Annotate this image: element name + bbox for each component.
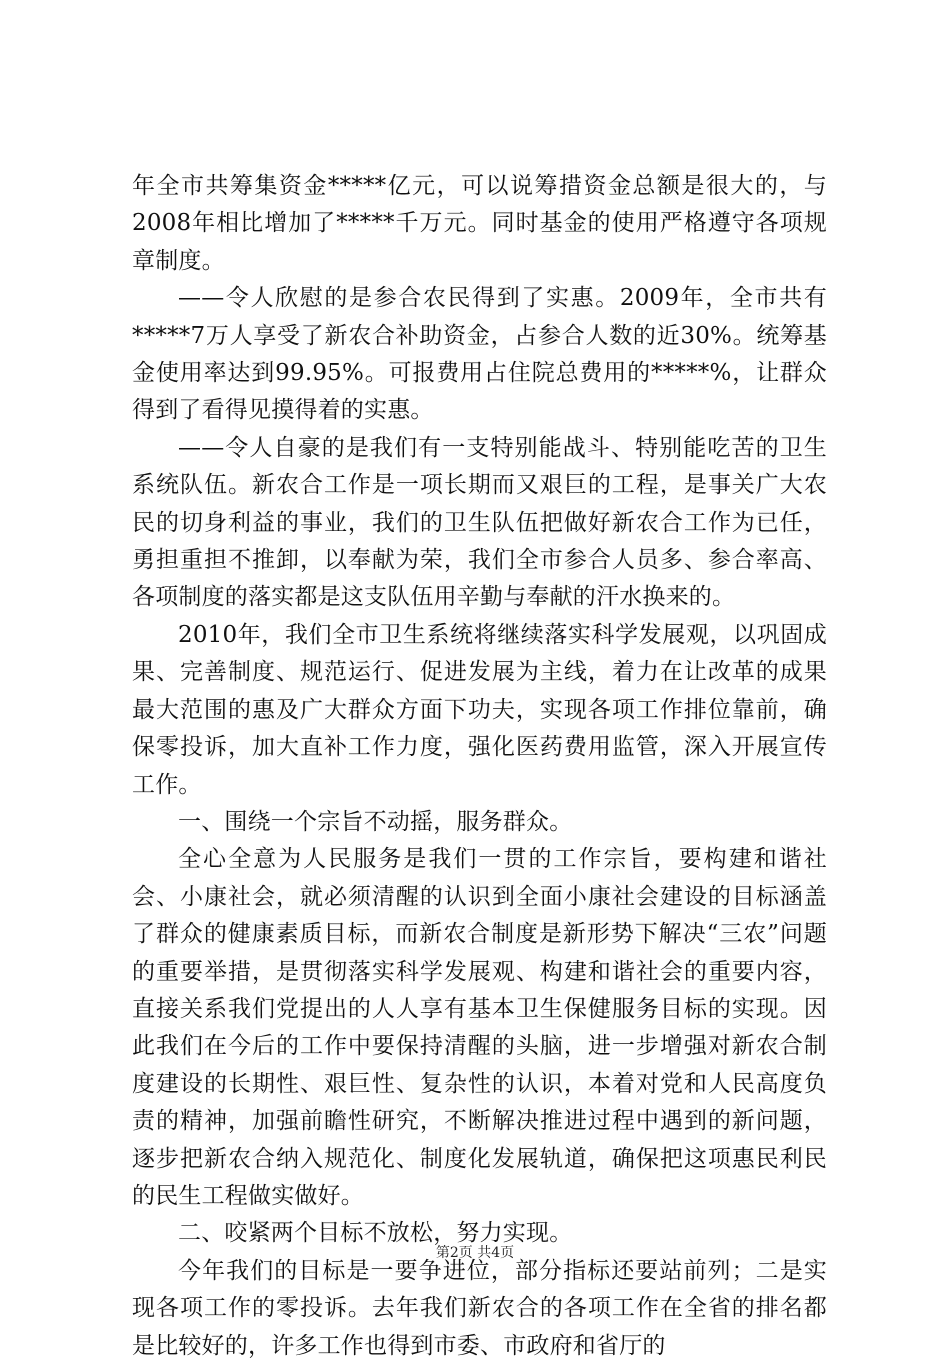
paragraph-1: 年全市共筹集资金*****亿元，可以说筹措资金总额是很大的，与2008年相比增加了*****千万元。同时基金的使用严格遵守各项规章制度。	[132, 173, 827, 274]
paragraph-2: ——令人欣慰的是参合农民得到了实惠。2009年，全市共有*****7万人享受了新农合补助资金，占参合人数的近30%。统筹基金使用率达到99.95%。可报费用占住院总费用的*****%，让群众得到了看得见摸得着的实惠。	[132, 285, 827, 424]
section-heading-1: 一、围绕一个宗旨不动摇，服务群众。	[178, 808, 573, 835]
page-number-footer: 第2页 共4页	[435, 1245, 515, 1261]
paragraph-3: ——令人自豪的是我们有一支特别能战斗、特别能吃苦的卫生系统队伍。新农合工作是一项长期而又艰巨的工程，是事关广大农民的切身利益的事业，我们的卫生队伍把做好新农合工作为已任，勇担重担不推卸，以奉献为荣，我们全市参合人员多、参合率高、各项制度的落实都是这支队伍用辛勤与奉献的汗水换来的。	[132, 434, 827, 611]
section-heading-2: 二、咬紧两个目标不放松，努力实现。	[178, 1220, 573, 1247]
paragraph-6: 今年我们的目标是一要争进位，部分指标还要站前列；二是实现各项工作的零投诉。去年我们新农合的各项工作在全省的排名都是比较好的，许多工作也得到市委、市政府和省厅的	[132, 1257, 827, 1359]
document-body	[132, 168, 827, 1365]
paragraph-5: 全心全意为人民服务是我们一贯的工作宗旨，要构建和谐社会、小康社会，就必须清醒的认识到全面小康社会建设的目标涵盖了群众的健康素质目标，而新农合制度是新形势下解决“三农”问题的重要举措，是贯彻落实科学发展观、构建和谐社会的重要内容，直接关系我们党提出的人人享有基本卫生保健服务目标的实现。因此我们在今后的工作中要保持清醒的头脑，进一步增强对新农合制度建设的长期性、艰巨性、复杂性的认识，本着对党和人民高度负责的精神，加强前瞻性研究，不断解决推进过程中遇到的新问题，逐步把新农合纳入规范化、制度化发展轨道，确保把这项惠民利民的民生工程做实做好。	[132, 846, 827, 1209]
paragraph-4: 2010年，我们全市卫生系统将继续落实科学发展观，以巩固成果、完善制度、规范运行、促进发展为主线，着力在让改革的成果最大范围的惠及广大群众方面下功夫，实现各项工作排位靠前，确保零投诉，加大直补工作力度，强化医药费用监管，深入开展宣传工作。	[132, 621, 827, 798]
